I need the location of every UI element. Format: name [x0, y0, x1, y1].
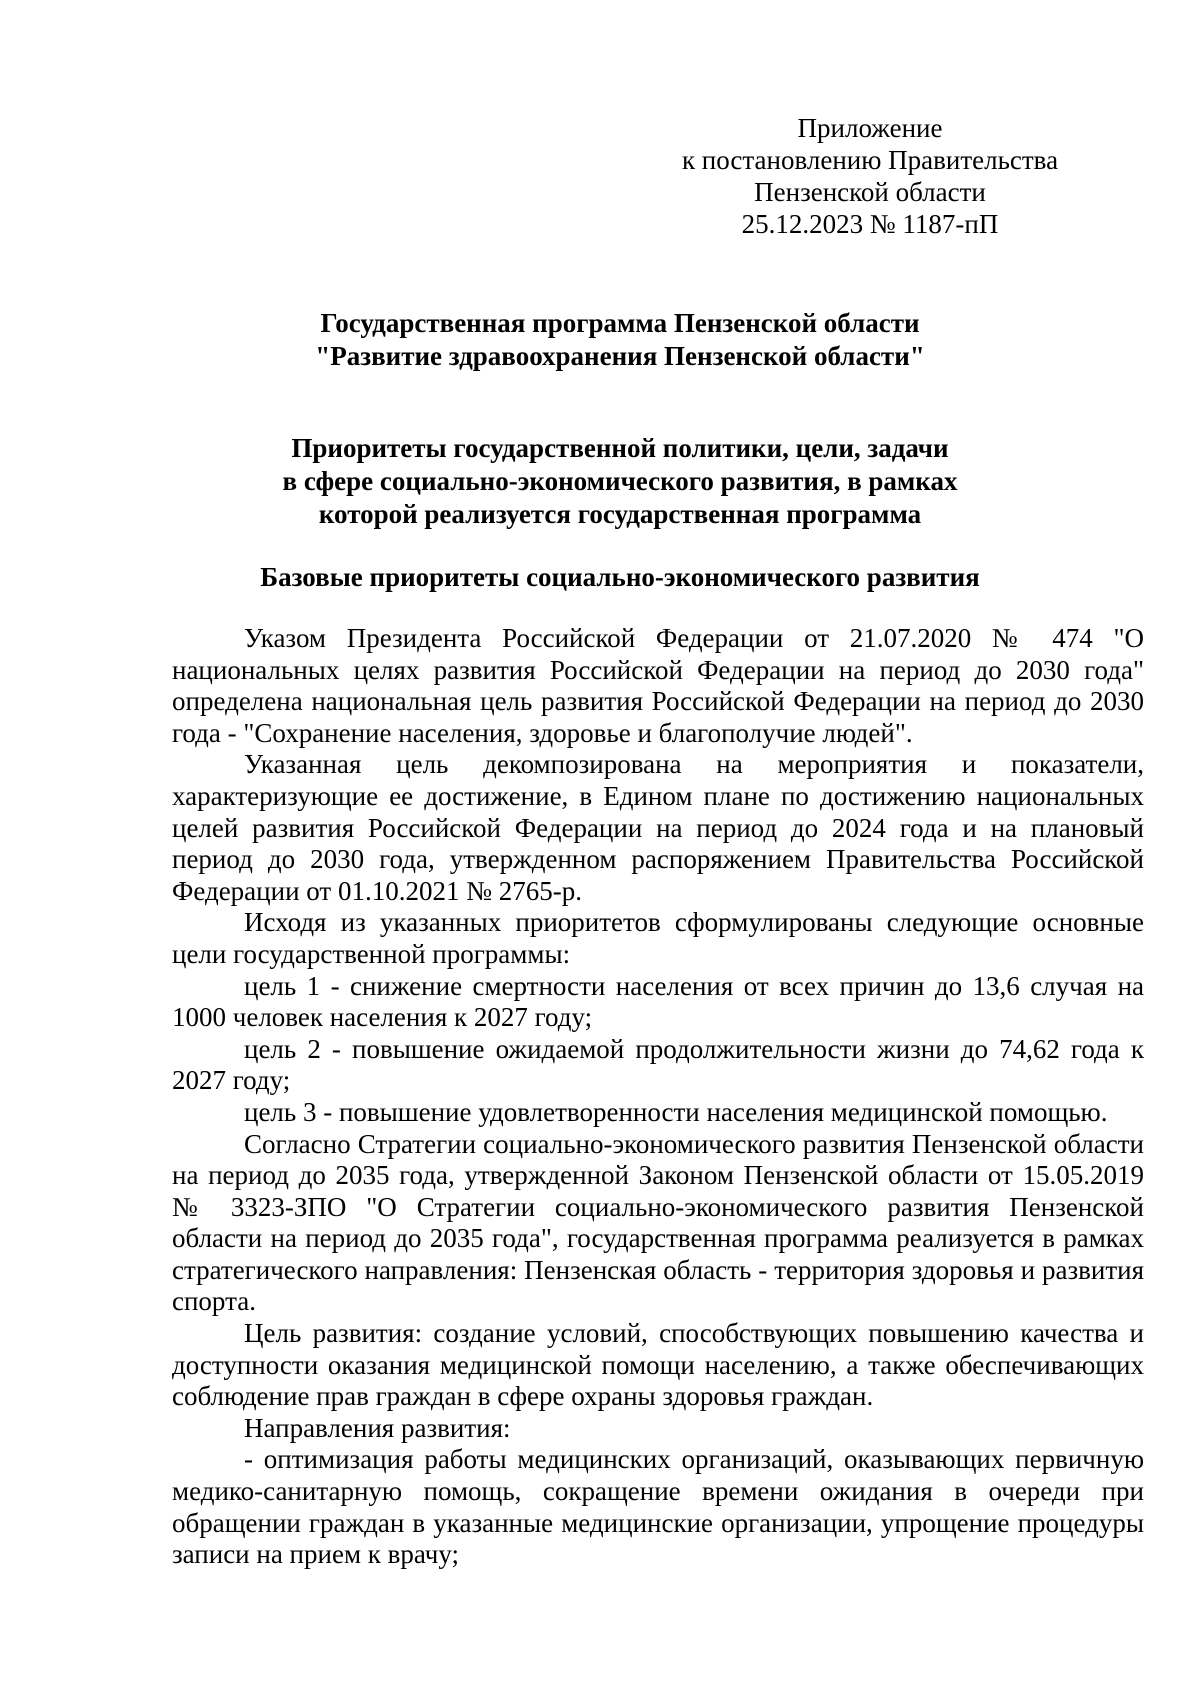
appendix-resolution: к постановлению Правительства — [681, 145, 1059, 175]
appendix-label: Приложение — [797, 113, 943, 143]
body-paragraph: Направления развития: — [244, 1412, 511, 1443]
goal-item: цель 1 - снижение смертности населения от всех причин до 13,6 случая на 1000 человек населения к 2027 году; — [172, 970, 1144, 1033]
body-paragraph: Цель развития: создание условий, способствующих повышению качества и доступности оказания медицинской помощи населению, а также обеспечивающих соблюдение прав граждан в сфере охраны здоровья граждан. — [172, 1318, 1144, 1412]
program-title — [170, 307, 1070, 373]
body-paragraph: Указом Президента Российской Федерации от 21.07.2020 № 474 "О национальных целях развития Российской Федерации на период до 2030 года" определена национальная цель развития Российской Федерации на период до 2030 года - "Сохранение населения, здоровье и благополучие людей". — [172, 623, 1144, 748]
section-title-line: в сфере социально-экономического развития, в рамках — [282, 466, 958, 496]
body-paragraph: Указанная цель декомпозирована на мероприятия и показатели, характеризующие ее достижение, в Едином плане по достижению национальных целей развития Российской Федерации на период до 2024 года и на плановый период до 2030 года, утвержденном распоряжением Правительства Российской Федерации от 01.10.2021 № 2765-р. — [172, 749, 1144, 906]
program-title-line: Государственная программа Пензенской области — [320, 308, 920, 338]
section-title-line: которой реализуется государственная программа — [318, 499, 922, 529]
document-body — [172, 623, 1144, 1571]
appendix-header — [660, 112, 1080, 240]
program-title-line: "Развитие здравоохранения Пензенской области" — [315, 341, 925, 371]
body-paragraph: Согласно Стратегии социально-экономического развития Пензенской области на период до 2035 года, утвержденной Законом Пензенской области от 15.05.2019 № 3323-ЗПО "О Стратегии социально-экономического развития Пензенской области на период до 2035 года", государственная программа реализуется в рамках стратегического направления: Пензенская область - территория здоровья и развития спорта. — [172, 1128, 1144, 1317]
goal-item: цель 2 - повышение ожидаемой продолжительности жизни до 74,62 года к 2027 году; — [172, 1033, 1144, 1096]
direction-item: - оптимизация работы медицинских организаций, оказывающих первичную медико-санитарную помощь, сокращение времени ожидания в очереди при обращении граждан в указанные медицинские организации, упрощение процедуры записи на прием к врачу; — [172, 1444, 1144, 1570]
goal-item: цель 3 - повышение удовлетворенности населения медицинской помощью. — [244, 1096, 1108, 1127]
section-title — [170, 432, 1070, 531]
body-paragraph: Исходя из указанных приоритетов сформулированы следующие основные цели государственной программы: — [172, 907, 1144, 969]
subsection-title — [170, 561, 1070, 594]
appendix-region: Пензенской области — [754, 177, 986, 207]
section-title-line: Приоритеты государственной политики, цели, задачи — [291, 433, 949, 463]
subsection-title-text: Базовые приоритеты социально-экономического развития — [260, 562, 980, 592]
appendix-date-number: 25.12.2023 № 1187-пП — [741, 209, 999, 239]
